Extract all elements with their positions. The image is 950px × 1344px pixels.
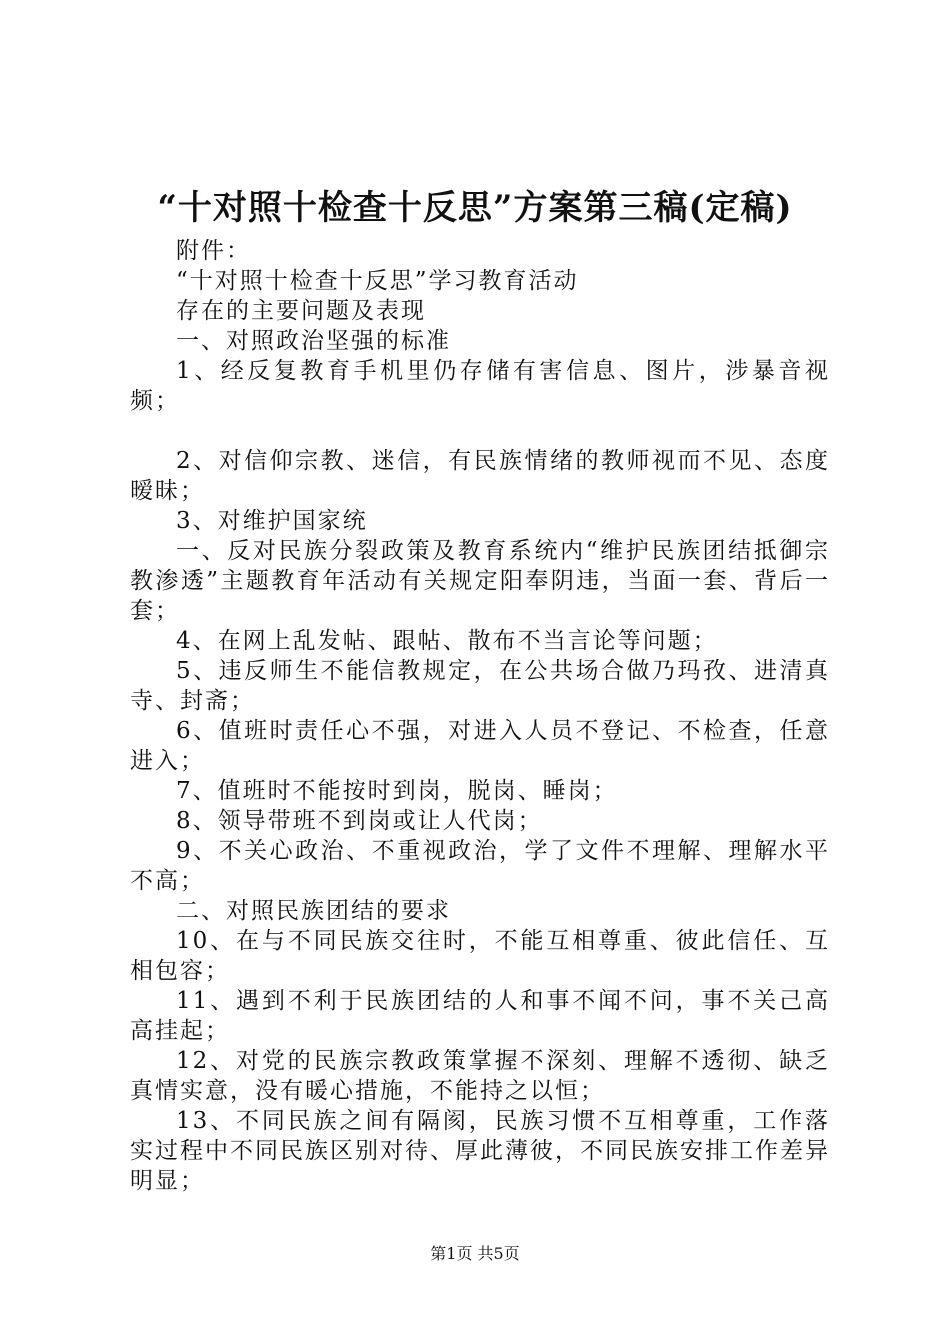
list-item: 2、对信仰宗教、迷信，有民族情绪的教师视而不见、态度暧昧；: [130, 448, 830, 504]
list-item: 一、反对民族分裂政策及教育系统内“维护民族团结抵御宗教渗透”主题教育年活动有关规定阳奉阴违，当面一套、背后一套；: [130, 538, 830, 624]
section-heading: 二、对照民族团结的要求: [176, 898, 451, 924]
list-item: 5、违反师生不能信教规定，在公共场合做乃玛孜、进清真寺、封斋；: [130, 658, 830, 714]
document-body: [130, 236, 830, 1196]
paragraph: 存在的主要问题及表现: [176, 298, 426, 324]
list-item: 10、在与不同民族交往时，不能互相尊重、彼此信任、互相包容；: [130, 928, 830, 984]
list-item: 7、值班时不能按时到岗，脱岗、睡岗；: [176, 778, 618, 804]
list-item: 4、在网上乱发帖、跟帖、散布不当言论等问题；: [176, 628, 718, 654]
page-footer: 第1页 共5页: [430, 1244, 520, 1263]
paragraph: “十对照十检查十反思”学习教育活动: [176, 268, 579, 294]
list-item: 8、领导带班不到岗或让人代岗；: [176, 808, 543, 834]
list-item: 11、遇到不利于民族团结的人和事不闻不问，事不关己高高挂起；: [130, 988, 830, 1044]
list-item: 9、不关心政治、不重视政治，学了文件不理解、理解水平不高；: [130, 838, 830, 894]
list-item: 1、经反复教育手机里仍存储有害信息、图片，涉暴音视频；: [130, 358, 830, 414]
paragraph: 附件：: [176, 238, 251, 264]
document-title: “十对照十检查十反思”方案第三稿(定稿): [157, 188, 793, 228]
list-item: 6、值班时责任心不强，对进入人员不登记、不检查，任意进入；: [130, 718, 830, 774]
list-item: 13、不同民族之间有隔阂，民族习惯不互相尊重，工作落实过程中不同民族区别对待、厚此薄彼，不同民族安排工作差异明显；: [130, 1108, 830, 1194]
list-item: 12、对党的民族宗教政策掌握不深刻、理解不透彻、缺乏真情实意，没有暖心措施，不能持之以恒；: [130, 1048, 830, 1104]
section-heading: 一、对照政治坚强的标准: [176, 328, 451, 354]
list-item: 3、对维护国家统: [176, 508, 368, 534]
